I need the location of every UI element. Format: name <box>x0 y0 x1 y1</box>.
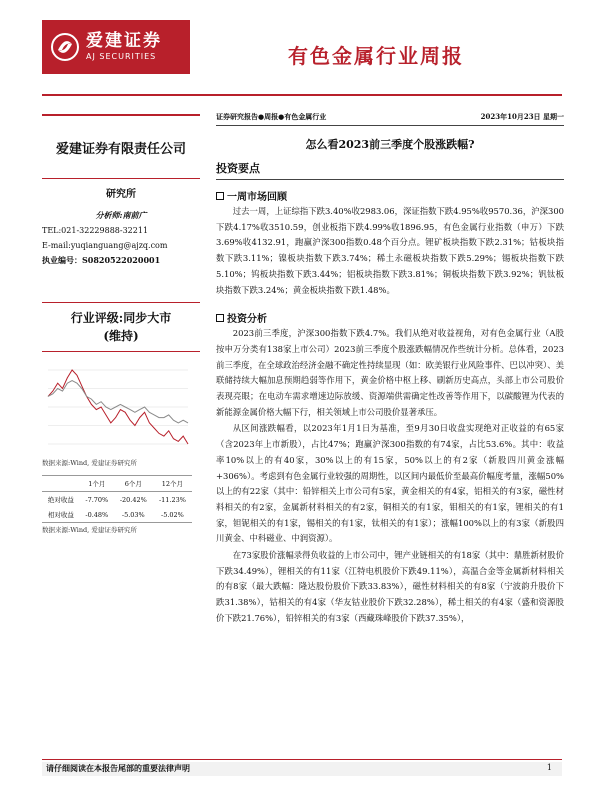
table-row <box>42 492 192 508</box>
perf-cell: -20.42% <box>119 495 147 504</box>
index-chart <box>42 364 200 467</box>
perf-cell: 相对收益 <box>42 507 80 523</box>
analyst-name: 分析师:南前广 <box>95 210 147 220</box>
brand-logo <box>42 20 190 74</box>
footer-rule <box>42 759 562 760</box>
paragraph: 2023前三季度，沪深300指数下跌4.7%。我们从绝对收益视角，对有色金属行业（A股按申万分类有138家上市公司）2023前三季度个股涨跌幅情况作些统计分析。总体看，2023前三季度，在全球政治经济金融不确定性持续显现（如：欧美银行业风险事件、巴以冲突）、美联储持续大幅加息预期趋弱等作用下，黄金价格中枢上移、刷新历史高点，头部上市公司股价表现亮眼；在电动车需求增速边际放缓、资源端供需确定性改善等作用下，以碳酸锂为代表的新能源金属价格大幅下行，相关领域上市公司股价显著承压。 <box>216 328 564 417</box>
rating-line1: 行业评级:同步大市 <box>70 311 172 325</box>
report-title: 有色金属行业周报 <box>288 44 464 68</box>
section2-title: 投资分析 <box>227 314 267 326</box>
key-points-heading: 投资要点 <box>216 162 260 175</box>
square-bullet-icon <box>216 314 224 322</box>
table-source: 数据来源:Wind, 爱建证券研究所 <box>42 526 137 534</box>
footer-disclaimer: 请仔细阅读在本报告尾部的重要法律声明 <box>46 764 190 773</box>
meta-rule <box>216 125 564 126</box>
perf-table-header <box>42 476 192 492</box>
perf-header-cell <box>42 476 80 492</box>
page-number: 1 <box>546 763 552 772</box>
analyst-cert: 执业编号：S0820522020001 <box>42 255 161 265</box>
report-meta <box>216 112 564 122</box>
perf-header-cell: 1个月 <box>80 476 114 492</box>
report-date: 2023年10月23日 星期一 <box>480 112 564 121</box>
perf-cell: -5.02% <box>153 507 192 523</box>
paragraph: 从区间涨跌幅看，以2023年1月1日为基准，至9月30日收盘实现绝对正收益的有65家（含2023年上市新股），占比47%；跑赢沪深300指数的有74家，占比53.6%。其中：收益率10%以上的有40家，30%以上的有15家，50%以上的有2家（新股四川黄金涨幅+306%）。考虑到有色金属行业较强的周期性，以区间内最低价至最高价幅度考量，涨幅50%以上的有22家（其中：铅锌相关上市公司有5家，黄金相关的有4家，铝相关的有3家，磁性材料相关的有2家，金属新材料相关的有2家，铜相关的有1家，钼相关的有1家，锂相关的有1家，钽铌相关的有1家，锡相关的有1家，钛相关的有1家）；涨幅100%以上的有3家（新股四川黄金、中科磁业、中润资源）。 <box>216 423 564 544</box>
index-chart-svg <box>42 364 192 452</box>
main-content <box>216 112 564 627</box>
company-box <box>42 114 200 179</box>
section1-title: 一周市场回顾 <box>227 192 287 203</box>
perf-header-cell: 12个月 <box>153 476 192 492</box>
brand-name-en: AJ SECURITIES <box>86 52 157 61</box>
header-rule <box>42 94 562 96</box>
square-bullet-icon <box>216 192 224 200</box>
key-points-rule <box>216 179 564 180</box>
chart-series-line-2 <box>48 381 188 423</box>
company-name: 爱建证券有限责任公司 <box>55 141 186 157</box>
report-category: 证券研究报告●周报●有色金属行业 <box>216 112 327 121</box>
rating-line2: (维持) <box>103 329 139 343</box>
perf-cell: -0.48% <box>80 507 114 523</box>
perf-cell: 绝对收益 <box>47 496 74 504</box>
brand-name-cn: 爱建证券 <box>86 31 162 51</box>
table-row <box>42 507 192 523</box>
analyst-email: E-mail:yuqianguang@ajzq.com <box>42 241 168 250</box>
perf-cell: -5.03% <box>114 507 153 523</box>
section-heading <box>216 310 564 325</box>
perf-cell: -11.23% <box>158 495 186 504</box>
document-title: 怎么看2023前三季度个股涨跌幅? <box>305 138 475 151</box>
paragraph: 在73家股价涨幅录得负收益的上市公司中，锂产业链相关的有18家（其中：鼎胜新材股价下跌34.49%），锂相关的有11家（江特电机股价下跌49.11%），高温合金等金属新材料相关的有8家（最大跌幅：隆达股份股价下跌33.83%），磁性材料相关的有8家（宁波韵升股价下跌31.38%），钴相关的有4家（华友钴业股价下跌32.28%），稀土相关的有4家（盛和资源股价下跌21.76%），铅锌相关的有3家（西藏珠峰股价下跌37.35%）， <box>216 550 564 623</box>
footer <box>42 762 562 776</box>
brand-mark-icon <box>50 32 80 62</box>
industry-rating <box>42 302 200 352</box>
section-heading <box>216 188 564 203</box>
perf-header-cell: 6个月 <box>114 476 153 492</box>
sidebar <box>42 100 200 534</box>
perf-cell: -7.70% <box>85 495 109 504</box>
perf-table <box>42 475 192 523</box>
analyst-tel: TEL:021-32229888-32211 <box>42 226 149 235</box>
institute: 研究所 <box>106 189 136 200</box>
analyst-contact <box>42 208 200 268</box>
paragraph: 过去一周，上证综指下跌3.40%收2983.06，深证指数下跌4.95%收9570.36，沪深300下跌4.17%收3510.59，创业板指下跌4.99%收1896.95，有色金属行业指数（申万）下跌3.69%收4132.91，跑赢沪深300指数0.48个百分点。锂矿板块指数下跌2.31%；钴板块指数下跌3.11%；镍板块指数下跌3.74%；稀土永磁板块指数下跌5.29%；锡板块指数下跌5.10%；钨板块指数下跌3.44%；铝板块指数下跌3.81%；铜板块指数下跌3.92%；钒钛板块指数下跌3.24%；黄金板块指数下跌1.48%。 <box>216 206 564 295</box>
chart-source: 数据来源:Wind, 爱建证券研究所 <box>42 459 137 467</box>
